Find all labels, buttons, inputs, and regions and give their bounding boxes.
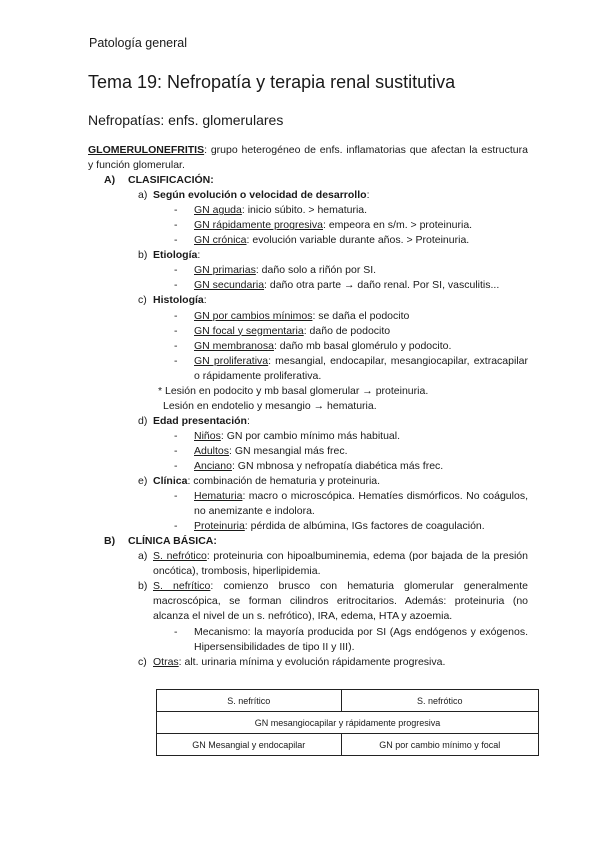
note-hematuria: Lesión en endotelio y mesangio → hematuria. (163, 399, 377, 412)
subsection-c: c) Histología: (138, 294, 207, 307)
list-item: - GN secundaria: daño otra parte → daño renal. Por SI, vasculitis... (174, 279, 500, 292)
subsection-otras: c) Otras: alt. urinaria mínima y evolución rápidamente progresiva. (138, 655, 446, 668)
table-cell-shared: GN mesangiocapilar y rápidamente progresiva (157, 712, 539, 734)
list-item: - Anciano: GN mbnosa y nefropatía diabética más frec. (174, 459, 444, 472)
list-item: - Proteinuria: pérdida de albúmina, IGs factores de coagulación. (174, 520, 485, 533)
subsection-e: e) Clínica: combinación de hematuria y proteinuria. (138, 475, 381, 488)
list-item: - GN aguda: inicio súbito. > hematuria. (174, 204, 368, 217)
section-b-heading: B) CLÍNICA BÁSICA: (104, 535, 217, 548)
document-body (88, 143, 528, 670)
table-cell-nefritico: GN Mesangial y endocapilar (157, 734, 342, 756)
list-item: - GN crónica: evolución variable durante años. > Proteinuria. (174, 234, 470, 247)
subsection-a: a) Según evolución o velocidad de desarrollo: (138, 189, 370, 202)
list-item: - GN rápidamente progresiva: empeora en s/m. > proteinuria. (174, 219, 473, 232)
subsection-nefritico: b) S. nefrítico: comienzo brusco con hematuria glomerular generalmente macroscópica, se forman cilindros eritrocitarios. Además: proteinuria (no alcanza el nivel de un s. nefrótico), IRA, edema, HTA y azoemia. (138, 580, 528, 623)
list-item: - GN membranosa: daño mb basal glomérulo y podocito. (174, 339, 452, 352)
intro-paragraph: GLOMERULONEFRITIS: grupo heterogéneo de enfs. inflamatorias que afectan la estructura y función glomerular. (88, 144, 528, 172)
syndrome-table (156, 689, 539, 756)
table-header-nefritico: S. nefrítico (157, 690, 342, 712)
list-item: - GN focal y segmentaria: daño de podocito (174, 324, 391, 337)
table-cell-nefrotico: GN por cambio mínimo y focal (341, 734, 538, 756)
table-header-nefrotico: S. nefrótico (341, 690, 538, 712)
list-item: - Mecanismo: la mayoría producida por SI (Ags endógenos y exógenos. Hipersensibilidades de tipo II y III). (174, 625, 528, 653)
subsection-nefrotico: a) S. nefrótico: proteinuria con hipoalbuminemia, edema (por bajada de la presión oncótica), trombosis, hiperlipidemia. (138, 550, 528, 578)
subsection-d: d) Edad presentación: (138, 414, 250, 427)
subsection-b: b) Etiología: (138, 249, 201, 262)
note-proteinuria: * Lesión en podocito y mb basal glomerular → proteinuria. (158, 384, 429, 397)
page-title: Tema 19: Nefropatía y terapia renal sustitutiva (88, 72, 456, 92)
list-item: - GN primarias: daño solo a riñón por SI. (174, 264, 377, 277)
page-header: Patología general (89, 36, 187, 50)
list-item: - Niños: GN por cambio mínimo más habitual. (174, 429, 401, 442)
section-a-heading: A) CLASIFICACIÓN: (104, 174, 214, 187)
list-item: - Hematuria: macro o microscópica. Hematíes dismórficos. No coágulos, no anemizante e indolora. (174, 490, 528, 518)
list-item: - Adultos: GN mesangial más frec. (174, 444, 348, 457)
list-item: - GN por cambios mínimos: se daña el podocito (174, 309, 410, 322)
page-subtitle: Nefropatías: enfs. glomerulares (88, 112, 284, 128)
list-item: - GN proliferativa: mesangial, endocapilar, mesangiocapilar, extracapilar o rápidamente proliferativa. (174, 354, 528, 382)
